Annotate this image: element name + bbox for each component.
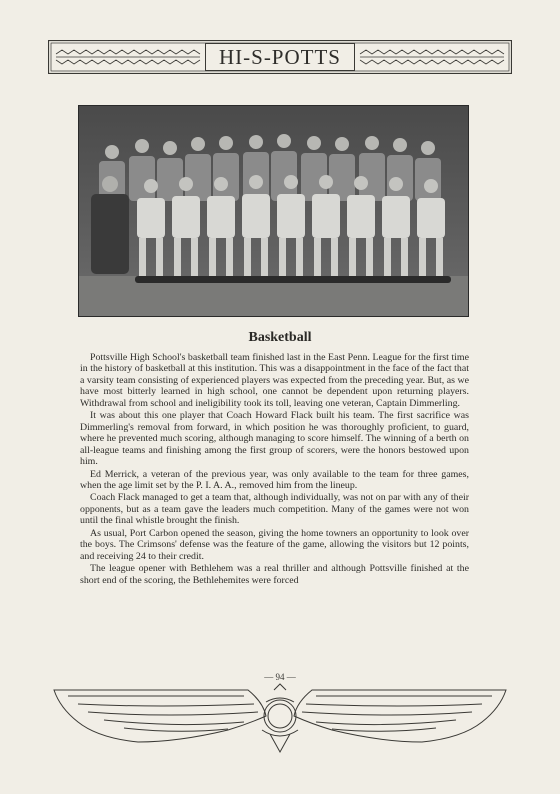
page-footer [48, 672, 512, 758]
page-header [48, 40, 512, 74]
article-paragraph: Coach Flack managed to get a team that, although individually, was not on par with any of their opponents, but as a team gave the leaders much competition. Many of the games were not won until the final whistle brought the finish. [80, 492, 469, 527]
page-title: HI-S-POTTS [205, 43, 355, 71]
article-paragraph: The league opener with Bethlehem was a real thriller and although Pottsville finished at the short end of the scoring, the Bethlehemites were forced [80, 563, 469, 586]
article-paragraph: Pottsville High School's basketball team finished last in the East Penn. League for the first time in the history of basketball at this institution. This was a disappointment in the face of the fact that a varsity team consisting of experienced players was expected from the preceding year. But, as we have most bitterly learned in high school, one cannot be dependent upon returning players. Withdrawal from school and ineligibility took its toll, leaving one veteran, Captain Dimmerling. [80, 352, 469, 409]
article-paragraph: As usual, Port Carbon opened the season, giving the home towners an opportunity to look over the boys. The Crimsons' defense was the feature of the game, allowing the visitors but 12 points, and receiving 24 to their credit. [80, 527, 469, 562]
page-number: — 94 — [264, 672, 296, 682]
article-body [80, 352, 469, 587]
team-photo [78, 105, 469, 317]
article-paragraph: It was about this one player that Coach Howard Flack built his team. The first sacrifice was Dimmerling's removal from forward, in which position he was thoroughly proficient, to guard, where he prevented much scoring, although managing to score himself. The winning of a berth on all-league teams and finishing among the first group of scorers, were the honors bestowed upon him. [80, 410, 469, 468]
article-title: Basketball [248, 330, 312, 345]
team-photo-icon [79, 106, 468, 316]
footer-ornament [48, 672, 512, 758]
article-paragraph: Ed Merrick, a veteran of the previous year, was only available to the team for three games, when the age limit set by the P. I. A. A., removed him from the lineup. [80, 468, 469, 491]
